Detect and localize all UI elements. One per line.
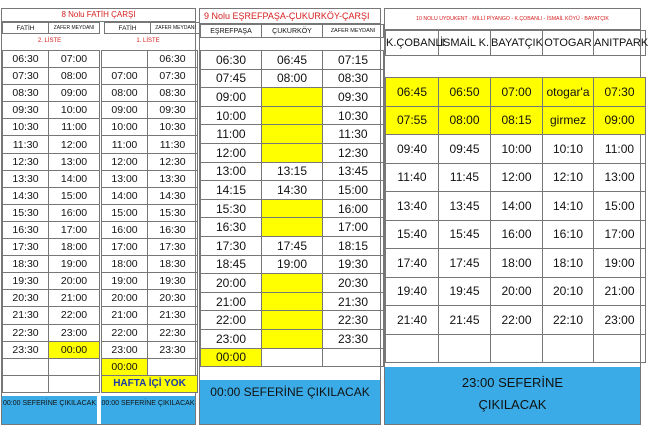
header-ismailk: İSMAİL K. bbox=[439, 31, 491, 56]
schedule-row bbox=[201, 348, 384, 367]
schedule-row bbox=[386, 135, 646, 164]
schedule-row bbox=[3, 273, 100, 290]
time-cell: 23:00 bbox=[49, 324, 100, 341]
time-cell: 19:00 bbox=[262, 255, 323, 274]
time-cell: 18:45 bbox=[201, 255, 262, 274]
header-kcobanli: K.ÇOBANLI bbox=[386, 31, 439, 56]
time-cell: 23:30 bbox=[3, 341, 49, 358]
time-cell: 14:10 bbox=[543, 192, 594, 221]
route-10-header bbox=[385, 30, 646, 56]
time-cell bbox=[543, 334, 594, 363]
time-cell: 20:00 bbox=[102, 290, 148, 307]
schedule-row bbox=[201, 329, 384, 348]
time-cell: 14:30 bbox=[3, 187, 49, 204]
time-cell: 18:10 bbox=[543, 249, 594, 278]
time-cell: 23:30 bbox=[148, 341, 198, 358]
time-cell: 11:30 bbox=[148, 136, 198, 153]
schedule-row bbox=[102, 119, 198, 136]
schedule-row bbox=[3, 239, 100, 256]
time-cell: 06:30 bbox=[3, 51, 49, 68]
time-cell: 20:00 bbox=[49, 273, 100, 290]
schedule-row bbox=[201, 218, 384, 237]
time-cell: 18:00 bbox=[102, 256, 148, 273]
time-cell: 21:45 bbox=[439, 306, 491, 335]
footer-a-text: 00:00 SEFERİNE ÇIKILACAK bbox=[3, 400, 96, 407]
time-cell: 12:00 bbox=[201, 143, 262, 162]
schedule-row bbox=[3, 256, 100, 273]
time-cell: 06:45 bbox=[386, 78, 439, 107]
time-cell bbox=[594, 334, 646, 363]
time-cell: 17:00 bbox=[323, 218, 384, 237]
time-cell bbox=[262, 143, 323, 162]
time-cell bbox=[262, 348, 323, 367]
time-cell: 09:00 bbox=[594, 106, 646, 135]
time-cell: 06:30 bbox=[201, 51, 262, 70]
time-cell: 23:30 bbox=[323, 329, 384, 348]
time-cell: 12:00 bbox=[102, 153, 148, 170]
time-cell: 09:00 bbox=[102, 102, 148, 119]
time-cell bbox=[262, 199, 323, 218]
time-cell: 10:30 bbox=[323, 106, 384, 125]
time-cell: 22:00 bbox=[102, 324, 148, 341]
schedule-row bbox=[201, 236, 384, 255]
schedule-row bbox=[201, 69, 384, 88]
time-cell: girmez bbox=[543, 106, 594, 135]
schedule-row bbox=[3, 170, 100, 187]
schedule-row bbox=[102, 136, 198, 153]
time-cell: 07:30 bbox=[594, 78, 646, 107]
header-fatih-a: FATİH bbox=[3, 23, 49, 34]
header-zafer-a: ZAFER MEYDANI bbox=[49, 23, 100, 34]
time-cell: 19:30 bbox=[323, 255, 384, 274]
time-cell: 08:00 bbox=[49, 68, 100, 85]
schedule-row bbox=[201, 292, 384, 311]
time-cell bbox=[148, 358, 198, 375]
time-cell: 20:10 bbox=[543, 277, 594, 306]
time-cell bbox=[3, 375, 49, 392]
time-cell: 18:30 bbox=[148, 256, 198, 273]
route-8-list-1-table bbox=[101, 50, 198, 393]
time-cell: 19:00 bbox=[102, 273, 148, 290]
route-9-panel bbox=[199, 8, 381, 425]
time-cell: 19:30 bbox=[148, 273, 198, 290]
schedule-row bbox=[102, 358, 198, 375]
time-cell: 07:30 bbox=[3, 68, 49, 85]
schedule-row bbox=[102, 256, 198, 273]
time-cell: 10:00 bbox=[201, 106, 262, 125]
time-cell bbox=[3, 358, 49, 375]
time-cell: 14:30 bbox=[148, 187, 198, 204]
route-8-panel bbox=[1, 8, 196, 425]
schedule-row bbox=[386, 220, 646, 249]
schedule-row bbox=[386, 249, 646, 278]
time-cell: 00:00 bbox=[102, 358, 148, 375]
time-cell: 13:30 bbox=[148, 170, 198, 187]
schedule-row bbox=[3, 136, 100, 153]
time-cell: 10:00 bbox=[102, 119, 148, 136]
time-cell: 21:40 bbox=[386, 306, 439, 335]
time-cell: 17:45 bbox=[262, 236, 323, 255]
time-cell: 08:15 bbox=[491, 106, 543, 135]
time-cell: 00:00 bbox=[201, 348, 262, 367]
time-cell: 22:00 bbox=[491, 306, 543, 335]
time-cell: 19:00 bbox=[49, 256, 100, 273]
time-cell: 18:15 bbox=[323, 236, 384, 255]
time-cell: 10:30 bbox=[148, 119, 198, 136]
schedule-row bbox=[386, 277, 646, 306]
time-cell: 10:00 bbox=[49, 102, 100, 119]
schedule-row bbox=[3, 290, 100, 307]
time-cell: 09:00 bbox=[49, 85, 100, 102]
time-cell: 22:00 bbox=[201, 311, 262, 330]
schedule-row bbox=[102, 51, 198, 68]
route-9-footer-text: 00:00 SEFERİNE ÇIKILACAK bbox=[210, 385, 370, 399]
schedule-row bbox=[201, 162, 384, 181]
route-8-list-2-table bbox=[2, 50, 100, 393]
schedule-row bbox=[3, 68, 100, 85]
time-cell: 08:30 bbox=[323, 69, 384, 88]
time-cell: 16:00 bbox=[102, 221, 148, 238]
time-cell bbox=[323, 348, 384, 367]
header-anitpark: ANITPARK bbox=[594, 31, 646, 56]
schedule-row bbox=[102, 102, 198, 119]
time-cell: 17:40 bbox=[386, 249, 439, 278]
time-cell: 19:40 bbox=[386, 277, 439, 306]
time-cell: 07:00 bbox=[491, 78, 543, 107]
time-cell: 22:30 bbox=[323, 311, 384, 330]
time-cell: 23:00 bbox=[594, 306, 646, 335]
schedule-row bbox=[201, 199, 384, 218]
schedule-row bbox=[386, 334, 646, 363]
time-cell: 12:10 bbox=[543, 163, 594, 192]
route-10-panel bbox=[384, 8, 648, 425]
schedule-row bbox=[102, 204, 198, 221]
schedule-row bbox=[102, 221, 198, 238]
time-cell: 09:30 bbox=[148, 102, 198, 119]
time-cell: 11:00 bbox=[102, 136, 148, 153]
time-cell: 21:00 bbox=[201, 292, 262, 311]
time-cell bbox=[262, 125, 323, 144]
time-cell: 14:30 bbox=[262, 181, 323, 200]
schedule-row bbox=[201, 311, 384, 330]
schedule-row bbox=[3, 341, 100, 358]
schedule-row bbox=[201, 255, 384, 274]
time-cell: 18:00 bbox=[491, 249, 543, 278]
time-cell: 18:30 bbox=[3, 256, 49, 273]
time-cell: 11:00 bbox=[49, 119, 100, 136]
time-cell: 10:00 bbox=[491, 135, 543, 164]
time-cell: 16:30 bbox=[201, 218, 262, 237]
time-cell: 12:30 bbox=[148, 153, 198, 170]
header-otogar: OTOGAR bbox=[543, 31, 594, 56]
time-cell: 15:45 bbox=[439, 220, 491, 249]
schedule-row bbox=[3, 375, 100, 392]
schedule-row bbox=[3, 221, 100, 238]
time-cell: 06:50 bbox=[439, 78, 491, 107]
route-8-header bbox=[2, 22, 201, 34]
time-cell: 17:00 bbox=[594, 220, 646, 249]
schedule-row bbox=[3, 204, 100, 221]
time-cell: 15:30 bbox=[3, 204, 49, 221]
schedule-row bbox=[201, 274, 384, 293]
header-cukurkoy: ÇUKURKÖY bbox=[262, 25, 323, 38]
time-cell: 16:30 bbox=[3, 221, 49, 238]
header-fatih-b: FATİH bbox=[105, 23, 151, 34]
time-cell: 06:45 bbox=[262, 51, 323, 70]
time-cell: 13:00 bbox=[49, 153, 100, 170]
time-cell: 00:00 bbox=[49, 341, 100, 358]
time-cell: 11:00 bbox=[594, 135, 646, 164]
schedule-row bbox=[102, 68, 198, 85]
time-cell: 07:00 bbox=[102, 68, 148, 85]
time-cell bbox=[262, 292, 323, 311]
time-cell: 16:00 bbox=[323, 199, 384, 218]
time-cell bbox=[49, 375, 100, 392]
time-cell bbox=[262, 218, 323, 237]
time-cell: 20:00 bbox=[491, 277, 543, 306]
time-cell: 22:30 bbox=[148, 324, 198, 341]
time-cell: 12:30 bbox=[3, 153, 49, 170]
time-cell: 22:30 bbox=[3, 324, 49, 341]
time-cell: 10:10 bbox=[543, 135, 594, 164]
route-10-table bbox=[385, 77, 646, 363]
schedule-row bbox=[3, 307, 100, 324]
route-8-footer-b bbox=[101, 396, 195, 424]
time-cell: 15:00 bbox=[323, 181, 384, 200]
time-cell: 13:00 bbox=[102, 170, 148, 187]
schedule-row bbox=[102, 324, 198, 341]
time-cell: 15:40 bbox=[386, 220, 439, 249]
time-cell bbox=[491, 334, 543, 363]
schedule-row bbox=[3, 51, 100, 68]
time-cell: 17:45 bbox=[439, 249, 491, 278]
time-cell: 07:30 bbox=[148, 68, 198, 85]
time-cell bbox=[262, 106, 323, 125]
time-cell: 22:10 bbox=[543, 306, 594, 335]
schedule-row bbox=[102, 187, 198, 204]
time-cell: 13:45 bbox=[323, 162, 384, 181]
time-cell: 20:30 bbox=[323, 274, 384, 293]
route-9-footer bbox=[200, 380, 380, 424]
time-cell: 21:00 bbox=[49, 290, 100, 307]
schedule-row bbox=[102, 153, 198, 170]
schedule-row bbox=[201, 106, 384, 125]
route-9-title: 9 Nolu EŞREFPAŞA-ÇUKURKÖY-ÇARŞI bbox=[200, 9, 380, 24]
time-cell: 15:00 bbox=[49, 187, 100, 204]
time-cell bbox=[262, 88, 323, 107]
time-cell bbox=[439, 334, 491, 363]
list-1-label: 1. LİSTE bbox=[136, 38, 160, 44]
schedule-row bbox=[3, 85, 100, 102]
schedule-row bbox=[102, 307, 198, 324]
time-cell: 12:30 bbox=[323, 143, 384, 162]
time-cell: 23:00 bbox=[201, 329, 262, 348]
schedule-row bbox=[386, 192, 646, 221]
schedule-row bbox=[201, 88, 384, 107]
time-cell bbox=[262, 311, 323, 330]
schedule-row bbox=[3, 187, 100, 204]
time-cell: 17:30 bbox=[201, 236, 262, 255]
time-cell: 21:00 bbox=[594, 277, 646, 306]
schedule-row bbox=[3, 358, 100, 375]
header-zafer: ZAFER MEYDANI bbox=[323, 25, 384, 38]
time-cell: 21:00 bbox=[102, 307, 148, 324]
schedule-row bbox=[3, 324, 100, 341]
time-cell: 16:30 bbox=[148, 221, 198, 238]
time-cell: 09:30 bbox=[323, 88, 384, 107]
time-cell: 14:00 bbox=[102, 187, 148, 204]
schedule-row bbox=[386, 78, 646, 107]
time-cell: HAFTA İÇİ YOK bbox=[102, 375, 198, 392]
time-cell: 13:00 bbox=[201, 162, 262, 181]
route-10-footer-text: 23:00 SEFERİNE ÇIKILACAK bbox=[461, 375, 564, 412]
time-cell: 14:00 bbox=[491, 192, 543, 221]
header-zafer-b: ZAFER MEYDANI bbox=[151, 23, 201, 34]
schedule-row bbox=[386, 106, 646, 135]
time-cell: 19:45 bbox=[439, 277, 491, 306]
time-cell: 09:40 bbox=[386, 135, 439, 164]
time-cell: 13:00 bbox=[594, 163, 646, 192]
route-10-title: 10 NOLU UYDUKENT - MİLLİ PİYANGO - K.ÇOBANLI - İSMAİL KÖYÜ - BAYATÇIK bbox=[385, 9, 640, 30]
time-cell: 16:00 bbox=[49, 204, 100, 221]
schedule-row bbox=[201, 51, 384, 70]
time-cell: 21:30 bbox=[3, 307, 49, 324]
time-cell: 16:10 bbox=[543, 220, 594, 249]
time-cell: 17:00 bbox=[102, 239, 148, 256]
time-cell: 12:00 bbox=[49, 136, 100, 153]
time-cell bbox=[102, 51, 148, 68]
time-cell: 13:40 bbox=[386, 192, 439, 221]
route-9-table bbox=[200, 50, 384, 367]
schedule-row bbox=[3, 119, 100, 136]
time-cell: 11:30 bbox=[323, 125, 384, 144]
time-cell: 10:30 bbox=[3, 119, 49, 136]
time-cell: 09:30 bbox=[3, 102, 49, 119]
list-2-label: 2. LİSTE bbox=[37, 38, 62, 44]
time-cell: 23:00 bbox=[102, 341, 148, 358]
time-cell: 20:00 bbox=[201, 274, 262, 293]
schedule-row bbox=[201, 181, 384, 200]
schedule-row bbox=[102, 341, 198, 358]
time-cell: 08:30 bbox=[148, 85, 198, 102]
time-cell: 11:40 bbox=[386, 163, 439, 192]
schedule-row bbox=[102, 273, 198, 290]
time-cell: 09:00 bbox=[201, 88, 262, 107]
time-cell bbox=[262, 329, 323, 348]
time-cell: 07:15 bbox=[323, 51, 384, 70]
header-esrefpasa: EŞREFPAŞA bbox=[201, 25, 262, 38]
schedule-row bbox=[3, 102, 100, 119]
time-cell: 07:55 bbox=[386, 106, 439, 135]
time-cell: 16:00 bbox=[491, 220, 543, 249]
time-cell: 12:00 bbox=[491, 163, 543, 192]
time-cell: 14:15 bbox=[201, 181, 262, 200]
time-cell: 08:00 bbox=[262, 69, 323, 88]
schedule-row bbox=[201, 125, 384, 144]
schedule-row bbox=[3, 153, 100, 170]
time-cell: 07:45 bbox=[201, 69, 262, 88]
time-cell: 17:30 bbox=[148, 239, 198, 256]
time-cell: 17:30 bbox=[3, 239, 49, 256]
header-bayatcik: BAYATÇIK bbox=[491, 31, 543, 56]
time-cell: 13:15 bbox=[262, 162, 323, 181]
time-cell: 15:30 bbox=[148, 204, 198, 221]
time-cell: 11:00 bbox=[201, 125, 262, 144]
route-8-footer-a bbox=[2, 396, 97, 424]
schedule-row bbox=[102, 85, 198, 102]
time-cell: 20:30 bbox=[3, 290, 49, 307]
schedule-row bbox=[102, 239, 198, 256]
time-cell: 21:30 bbox=[323, 292, 384, 311]
time-cell: 21:30 bbox=[148, 307, 198, 324]
time-cell bbox=[386, 334, 439, 363]
time-cell: 19:30 bbox=[3, 273, 49, 290]
time-cell: 20:30 bbox=[148, 290, 198, 307]
route-8-title: 8 Nolu FATİH ÇARŞI bbox=[2, 9, 195, 22]
time-cell: 15:00 bbox=[594, 192, 646, 221]
route-9-header bbox=[200, 24, 384, 38]
schedule-row bbox=[102, 170, 198, 187]
time-cell: 06:30 bbox=[148, 51, 198, 68]
route-10-footer bbox=[385, 367, 640, 424]
time-cell: 17:00 bbox=[49, 221, 100, 238]
time-cell: 08:30 bbox=[3, 85, 49, 102]
time-cell: 19:00 bbox=[594, 249, 646, 278]
schedule-row bbox=[102, 375, 198, 392]
schedule-row bbox=[386, 163, 646, 192]
time-cell: 15:30 bbox=[201, 199, 262, 218]
time-cell: 08:00 bbox=[102, 85, 148, 102]
time-cell: otogar'a bbox=[543, 78, 594, 107]
time-cell: 07:00 bbox=[49, 51, 100, 68]
time-cell: 15:00 bbox=[102, 204, 148, 221]
time-cell: 11:45 bbox=[439, 163, 491, 192]
time-cell: 08:00 bbox=[439, 106, 491, 135]
time-cell bbox=[262, 274, 323, 293]
schedule-row bbox=[201, 143, 384, 162]
time-cell: 18:00 bbox=[49, 239, 100, 256]
footer-b-text: 00:00 SEFERİNE ÇIKILACAK bbox=[101, 400, 195, 407]
time-cell: 14:00 bbox=[49, 170, 100, 187]
time-cell: 11:30 bbox=[3, 136, 49, 153]
schedule-row bbox=[386, 306, 646, 335]
time-cell: 13:45 bbox=[439, 192, 491, 221]
schedule-row bbox=[102, 290, 198, 307]
time-cell bbox=[49, 358, 100, 375]
time-cell: 13:30 bbox=[3, 170, 49, 187]
time-cell: 09:45 bbox=[439, 135, 491, 164]
time-cell: 22:00 bbox=[49, 307, 100, 324]
